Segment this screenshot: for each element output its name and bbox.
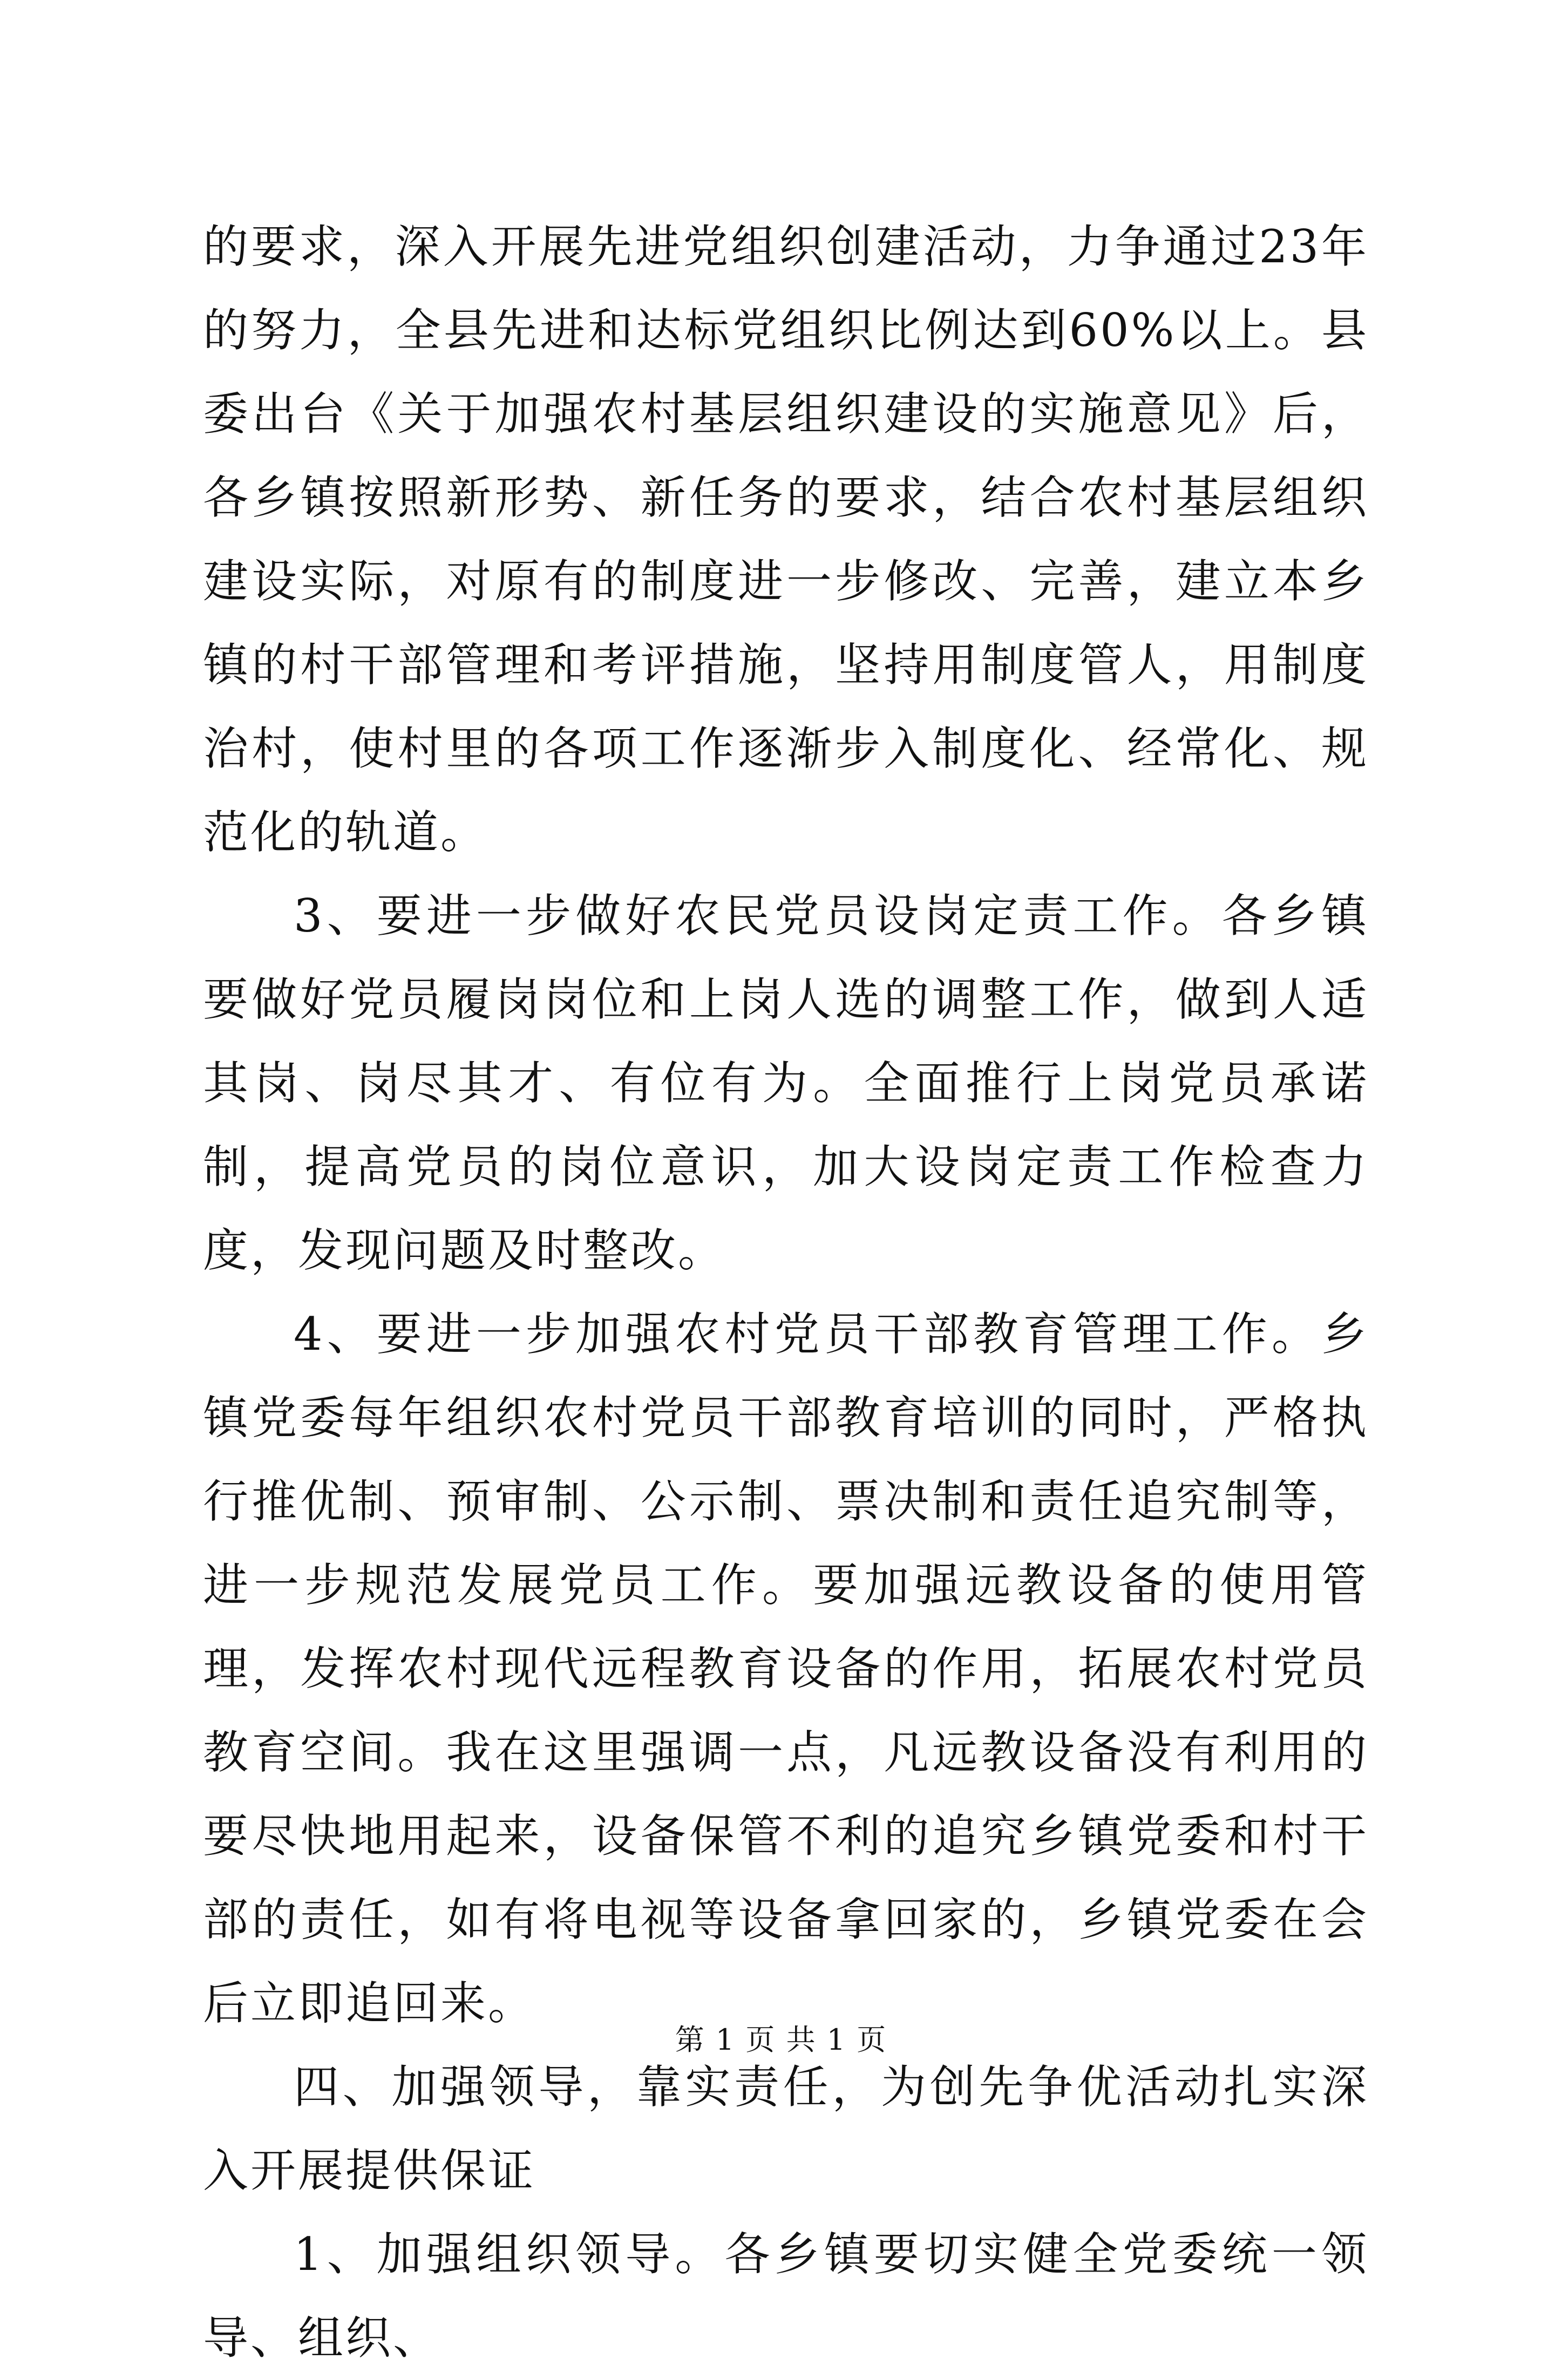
paragraph-continuation: 的要求，深入开展先进党组织创建活动，力争通过23年的努力，全县先进和达标党组织比例达到60%以上。县委出台《关于加强农村基层组织建设的实施意见》后，各乡镇按照新形势、新任务的要求，结合农村基层组织建设实际，对原有的制度进一步修改、完善，建立本乡镇的村干部管理和考评措施，坚持用制度管人，用制度治村，使村里的各项工作逐渐步入制度化、经常化、规范化的轨道。 xyxy=(203,220,1369,859)
paragraph-item-4: 4、要进一步加强农村党员干部教育管理工作。乡镇党委每年组织农村党员干部教育培训的同时，严格执行推优制、预审制、公示制、票决制和责任追究制等，进一步规范发展党员工作。要加强远教设备的使用管理，发挥农村现代远程教育设备的作用，拓展农村党员教育空间。我在这里强调一点，凡远教设备没有利用的要尽快地用起来，设备保管不利的追究乡镇党委和村干部的责任，如有将电视等设备拿回家的，乡镇党委在会后立即追回来。 xyxy=(203,1308,1369,2030)
paragraph-item-3: 3、要进一步做好农民党员设岗定责工作。各乡镇要做好党员履岗岗位和上岗人选的调整工作，做到人适其岗、岗尽其才、有位有为。全面推行上岗党员承诺制，提高党员的岗位意识，加大设岗定责工作检查力度，发现问题及时整改。 xyxy=(203,889,1369,1277)
section-heading-4: 四、加强领导，靠实责任，为创先争优活动扎实深入开展提供保证 xyxy=(203,2061,1369,2197)
page-footer: 第 1 页 共 1 页 xyxy=(675,2023,887,2057)
paragraph-item-1: 1、加强组织领导。各乡镇要切实健全党委统一领导、组织、 xyxy=(203,2228,1369,2364)
